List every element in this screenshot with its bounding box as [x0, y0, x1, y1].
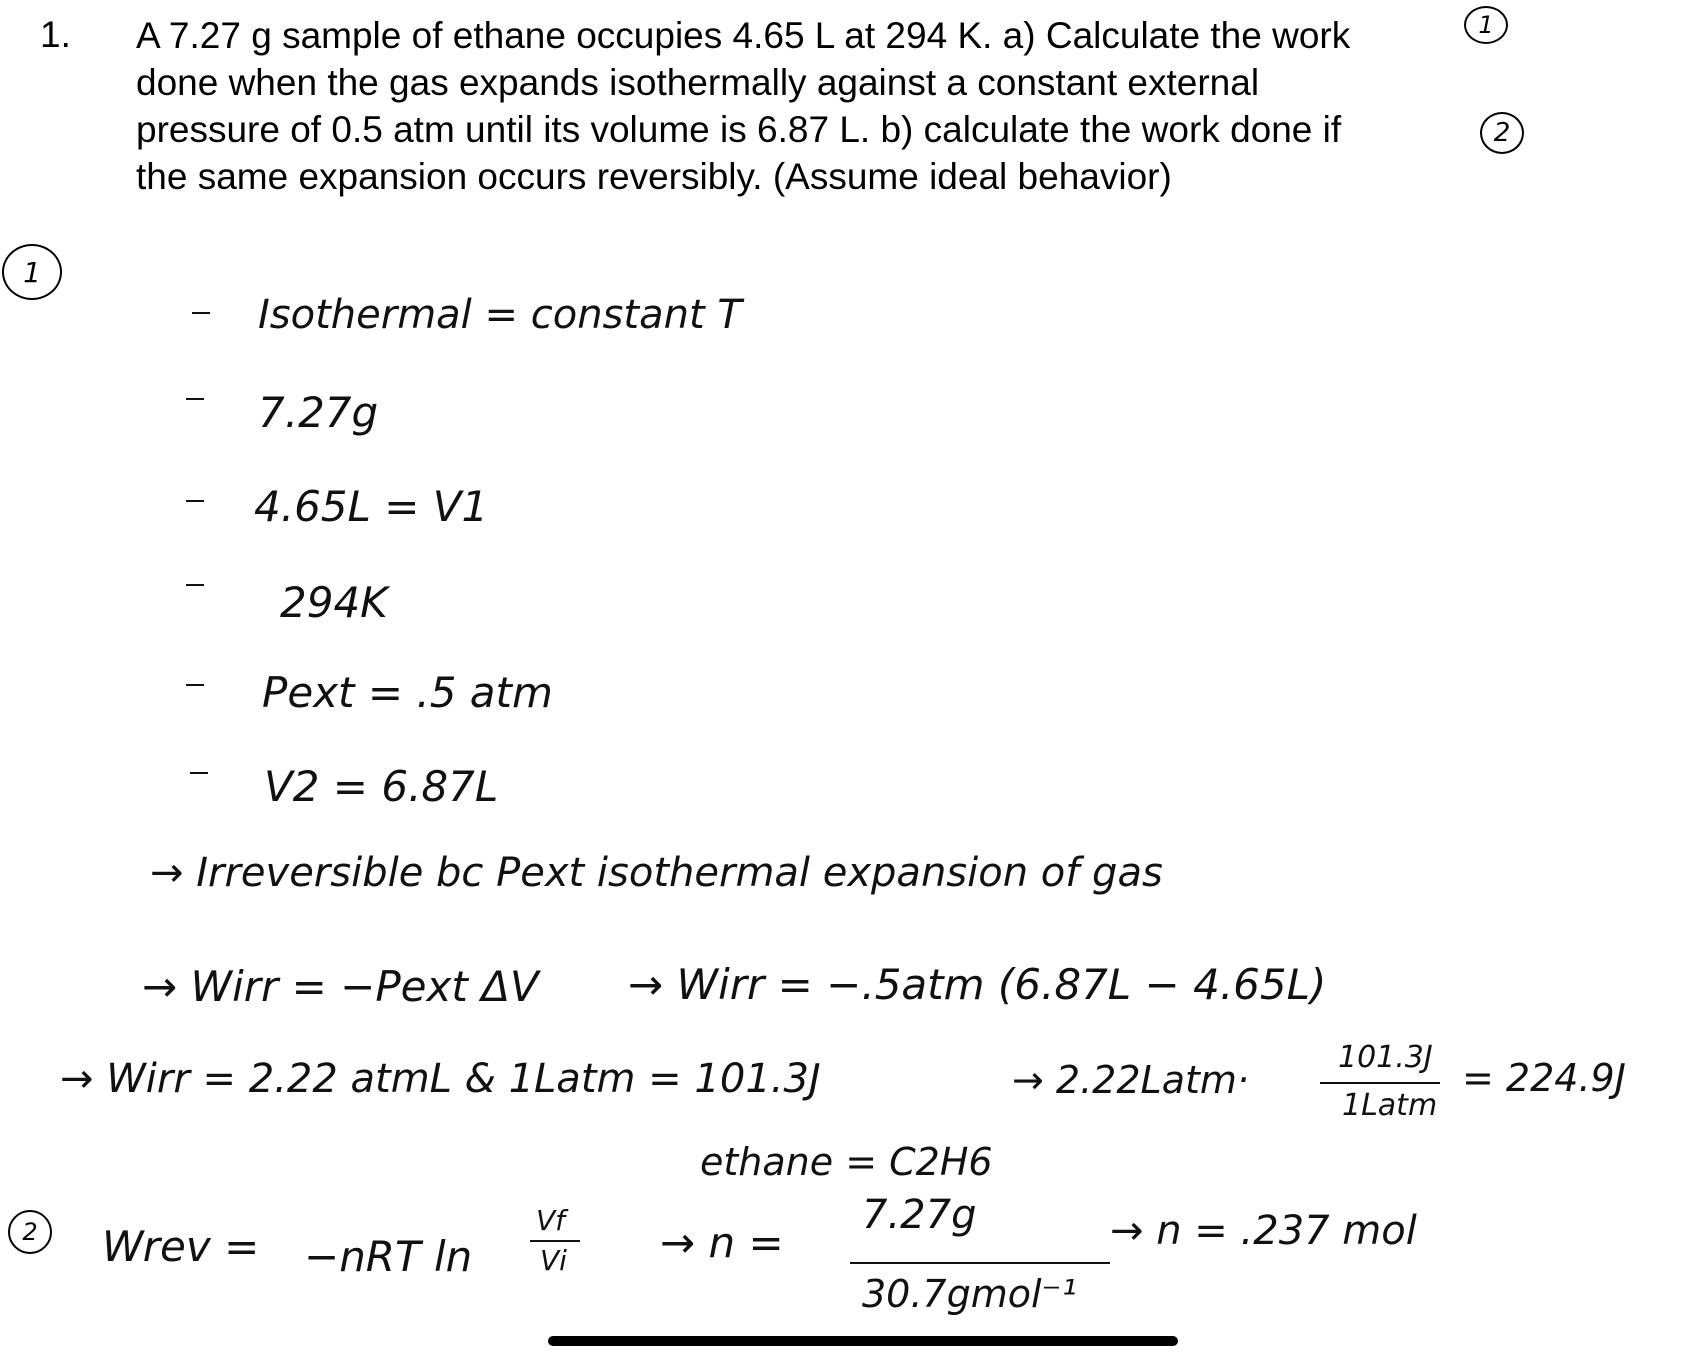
- bullet-dash: [186, 684, 204, 686]
- bullet-dash: [186, 584, 204, 586]
- conversion-label: → 2.22Latm·: [1012, 1058, 1249, 1102]
- problem-line: pressure of 0.5 atm until its volume is 6.87 L. b) calculate the work done if: [136, 109, 1342, 150]
- conversion-denominator: 1Latm: [1342, 1088, 1438, 1123]
- problem-line: done when the gas expands isothermally against a constant external: [136, 62, 1260, 103]
- part2-marker: 2: [8, 1210, 52, 1254]
- problem-number: 1.: [40, 14, 71, 55]
- bullet-dash: [186, 398, 204, 400]
- given-pext: Pext = .5 atm: [262, 668, 553, 717]
- given-temp: 294K: [280, 578, 388, 627]
- problem-statement: [136, 12, 1536, 200]
- bullet-dash: [190, 772, 208, 774]
- part1-marker: 1: [2, 244, 62, 300]
- n-numerator: 7.27g: [862, 1192, 977, 1238]
- given-v1: 4.65L = V1: [254, 482, 489, 531]
- given-isothermal: Isothermal = constant T: [258, 292, 742, 338]
- work-result-joules: = 224.9J: [1462, 1056, 1626, 1100]
- wrev-formula: −nRT ln: [304, 1232, 473, 1281]
- home-indicator-bar: [548, 1336, 1178, 1346]
- conversion-fraction-line: [1320, 1082, 1440, 1084]
- n-fraction-line: [850, 1262, 1110, 1264]
- irreversible-note: → Irreversible bc Pext isothermal expansion of gas: [150, 850, 1163, 896]
- conversion-numerator: 101.3J: [1338, 1040, 1433, 1075]
- n-result: → n = .237 mol: [1110, 1208, 1417, 1254]
- problem-line: the same expansion occurs reversibly. (Assume ideal behavior): [136, 156, 1172, 197]
- n-denominator: 30.7gmol⁻¹: [862, 1272, 1077, 1316]
- wrev-fraction-line: [530, 1240, 580, 1242]
- circled-marker-b: 2: [1480, 112, 1524, 154]
- work-equation-left: → Wirr = −Pext ΔV: [142, 962, 539, 1011]
- problem-line: A 7.27 g sample of ethane occupies 4.65 L at 294 K. a) Calculate the work: [136, 15, 1351, 56]
- bullet-dash: [186, 500, 204, 502]
- work-result-left: → Wirr = 2.22 atmL & 1Latm = 101.3J: [60, 1056, 821, 1102]
- given-mass: 7.27g: [258, 388, 379, 437]
- wrev-label: Wrev =: [102, 1222, 260, 1271]
- given-v2: V2 = 6.87L: [264, 762, 499, 811]
- work-equation-right: → Wirr = −.5atm (6.87L − 4.65L): [628, 960, 1327, 1009]
- circled-marker-a: 1: [1464, 6, 1508, 44]
- wrev-numerator: Vf: [536, 1204, 566, 1237]
- wrev-denominator: Vi: [540, 1244, 567, 1277]
- ethane-formula: ethane = C2H6: [700, 1140, 993, 1184]
- bullet-dash: [192, 312, 210, 314]
- n-label: → n =: [660, 1218, 784, 1267]
